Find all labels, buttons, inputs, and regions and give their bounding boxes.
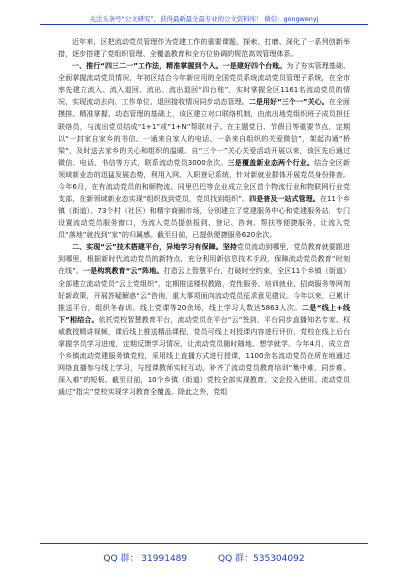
bold-heading-text: 一是构筑教育“云”阵地。 — [83, 266, 164, 276]
paragraph-text: 在全面摸排、精准掌握、动态管理的基础上，该区建立对口联络机制，由流出地党组织班子成员担任联络员，与流出党员结成“1+1”或“1+N”帮联对子。在主题党日、节假日等重要节点，定期以“一封家自家乡的书信、一通来自家人的电话、一条来自组织的关爱微信”，架起沟通“桥梁”，及时送去家乡的关心和组织的温暖。自“三个一”关心关爱活动开展以来，该区先后通过微信、电话、书信等方式，联系流动党员3000余次。 — [58, 97, 350, 167]
footer-rule — [40, 543, 368, 544]
paragraph-text: 结合全区新领域新业态的迅猛发展态势，利用入网、入职登记系统，针对新就业群体开展党员身份排查。今年6月，在有流动党员的和顺物流、同里巴巴等企业成立全区首个物流行业和物联网行业党支部，在新领域新业态实现“组织找到党员，党员找到组织”。 — [58, 157, 350, 204]
body-paragraph — [58, 60, 350, 241]
paragraph-text: 依托党校智慧教育平台，流动党员在平台“云”签到，平台同步直播知名专家、权威教授精讲视频，课后线上推送精品课程，党员可线上对授课内容进行评价，党校在线上后台掌握学员学习进度，定期反馈学习情况，让流动党员随时随地、想学就学。今年4月，成立首个乡镇流动党建服务镇党校，采用线上直播方式进行授课，1100余名流动党员在所在地通过网络直播参与线上学习，与授课教师实时互动，补齐了流动党员教育培训“集中难、同步难、深入难”的短板。截至目前，10个乡镇（街道）党校全部实现教育、文企投入使用。流动党员通过“指尖”党校实现学习教育全覆盖。除此之外，党组 — [58, 314, 350, 397]
bold-heading-text: 三是覆盖新业态两个行业。 — [227, 157, 315, 167]
page-header: 关注头条号“公文研究”，获得最新最全最专业的公文资料库！ 微信：gongwenyj — [89, 15, 319, 23]
bold-heading-text: 二是“线上+线下”相结合。 — [58, 302, 350, 324]
body-paragraph — [58, 241, 350, 398]
paragraph-text: 为了夯实管理基础，全面掌握流动党员情况，年初区结合今年新应用的全国党员系统流动党员管理子系统，在全市率先建立流入、流入退回、流出、流出退回“四台账”，实时掌握全区1161名流动党员的情况，实现流动去向、工作单位、退回接收情况同步动态管理。 — [58, 61, 350, 107]
paragraph-text: 在11个乡镇（街道）、73个村（社区）和精宇商圈市场，分别建立了党建服务中心和党建服务站，专门设置流动党员服务窗口，为流入党员提供报到、登记、咨询、帮扶等便捷服务，让流入党员“落地”就找到“家”的归属感。截至目前，已提供便捷服务620余次。 — [58, 194, 350, 240]
paragraph-text: 党员流动到哪里，党员教育就要跟进到哪里，根据新时代流动党员的新特点，充分利用新信息技术手段，保障流动党员教育“时刻在线”。 — [58, 242, 350, 276]
paragraph-text: 近年来，区把流动党员管理作为党建工作的重要课题，探索、打磨、深化了一系列创新举措，逐步搭建了党组织管理、全覆盖教育和全方位协调的规范高效管理体系。 — [58, 37, 350, 59]
bold-heading-text: 二是用好“三个一”关心。 — [248, 97, 329, 107]
footer-qq-group-1: QQ 群： 31991489 — [103, 554, 188, 564]
footer-qq-group-2: QQ 群：535304092 — [218, 554, 305, 564]
paragraph-text: 打造云上智慧平台，打破时空约束，全区11个乡镇（街道）全部建立流动党员“云上党组织”，定期推送楼权教路，党性服务、培训就业、招商服务等网剂好新政策，开展答疑解惑“云”咨询，重大事项面向流动党员征求意见建议。今年以来，已累计推送平台，组织冬春训、线上党课等20余场，线上学习人数达5863人次。 — [58, 266, 350, 312]
bold-heading-text: 二、实现“云”技术搭建平台，异地学习有保障。坚持 — [72, 242, 237, 252]
body-paragraph — [58, 36, 350, 60]
header-rule — [40, 24, 368, 25]
page-footer — [0, 551, 408, 564]
bold-heading-text: 四是普及一站式管理。 — [249, 194, 320, 204]
document-body — [58, 36, 350, 536]
bold-heading-text: 一、推行“四三二一”工作法，精准掌握到个人。一是建好四个台账。 — [72, 61, 287, 71]
